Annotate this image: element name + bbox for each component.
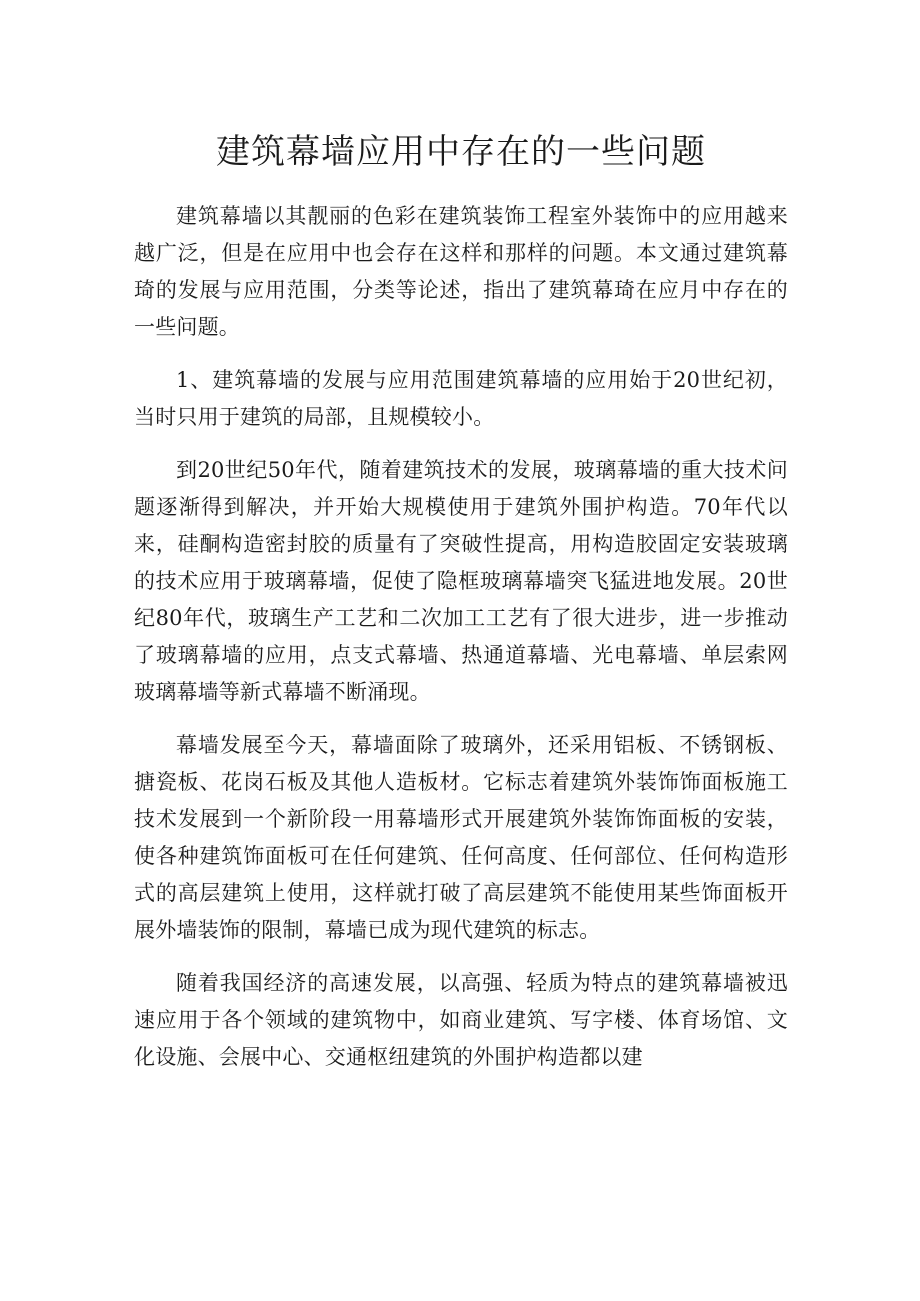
paragraph-intro: 建筑幕墙以其靓丽的色彩在建筑装饰工程室外装饰中的应用越来越广泛，但是在应用中也会存在这样和那样的问题。本文通过建筑幕琦的发展与应用范围，分类等论述，指出了建筑幕琦在应月中存在的一些问题。 (134, 204, 788, 339)
paragraph-section-1: 1、建筑幕墙的发展与应用范围建筑幕墙的应用始于20世纪初，当时只用于建筑的局部，且规模较小。 (134, 368, 788, 429)
paragraph-materials: 幕墙发展至今天，幕墙面除了玻璃外，还采用铝板、不锈钢板、搪瓷板、花岗石板及其他人造板材。它标志着建筑外装饰饰面板施工技术发展到一个新阶段一用幕墙形式开展建筑外装饰饰面板的安装，使各种建筑饰面板可在任何建筑、任何高度、任何部位、任何构造形式的高层建筑上使用，这样就打破了高层建筑不能使用某些饰面板开展外墙装饰的限制，幕墙已成为现代建筑的标志。 (134, 733, 788, 942)
paragraph-china-development: 随着我国经济的高速发展，以高强、轻质为特点的建筑幕墙被迅速应用于各个领域的建筑物中，如商业建筑、写字楼、体育场馆、文化设施、会展中心、交通枢纽建筑的外围护构造都以建 (134, 971, 788, 1069)
paragraph-1950s-development: 到20世纪50年代，随着建筑技术的发展，玻璃幕墙的重大技术问题逐渐得到解决，并开始大规模使用于建筑外围护构造。70年代以来，硅酮构造密封胶的质量有了突破性提高，用构造胶固定安装玻璃的技术应用于玻璃幕墙，促使了隐框玻璃幕墙突飞猛进地发展。20世纪80年代，玻璃生产工艺和二次加工工艺有了很大进步，进一步推动了玻璃幕墙的应用，点支式幕墙、热通道幕墙、光电幕墙、单层索网玻璃幕墙等新式幕墙不断涌现。 (134, 458, 788, 704)
document-page (134, 128, 788, 1092)
document-title: 建筑幕墙应用中存在的一些问题 (216, 132, 706, 172)
